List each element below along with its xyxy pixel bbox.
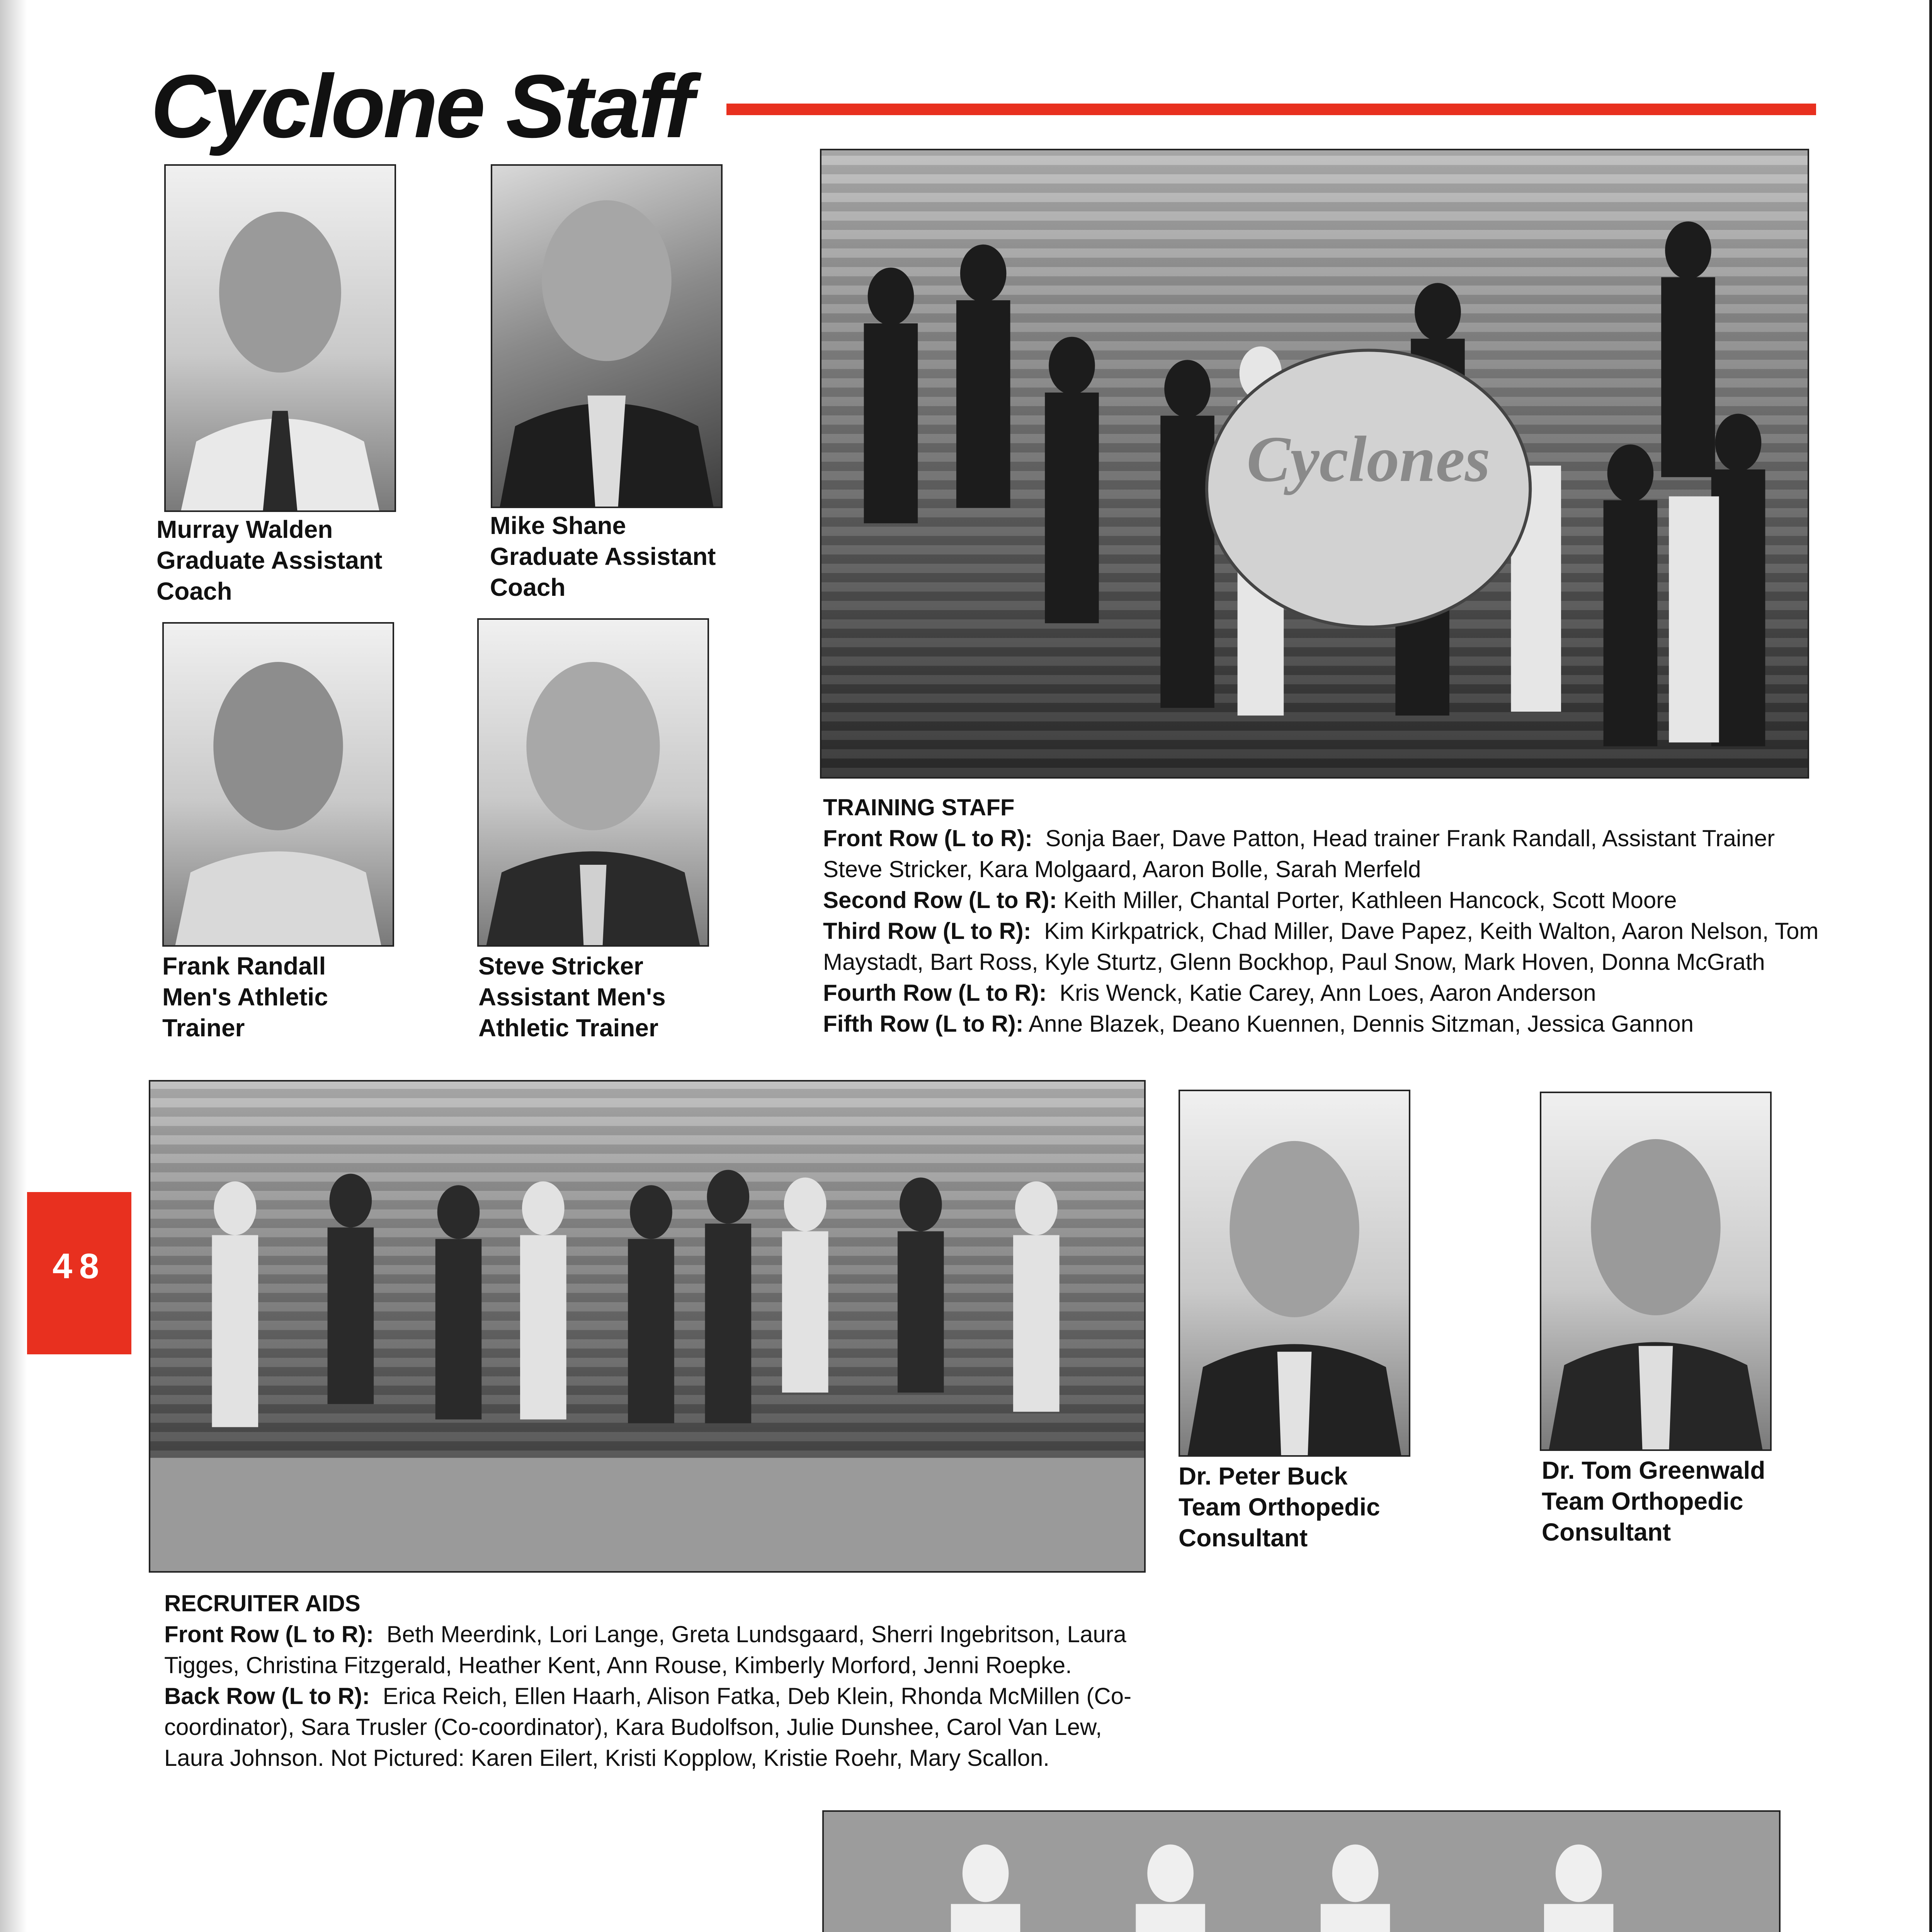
caption-name: Dr. Peter Buck [1179,1462,1348,1490]
caption-title: Graduate Assistant [490,543,716,570]
training-staff-row [823,1009,1828,1039]
caption-title: Team Orthopedic [1179,1493,1380,1521]
page-title: Cyclone Staff [151,56,692,156]
row-names: Kris Wenck, Katie Carey, Ann Loes, Aaron Anderson [1060,980,1596,1006]
recruiter-aids-photo [149,1080,1146,1573]
helmet-logo-text: Cyclones [1247,422,1490,495]
portrait-silhouette [166,166,395,510]
row-label: Back Row (L to R): [164,1683,370,1709]
portrait-steve-stricker [477,618,709,947]
row-names: Sonja Baer, Dave Patton, Head trainer Frank Randall, Assistant Trainer Steve Stricker, Kara Molgaard, Aaron Bolle, Sarah Merfeld [823,825,1775,882]
portrait-mike-shane [491,164,723,508]
portrait-frank-randall [162,622,394,947]
row-names: Kim Kirkpatrick, Chad Miller, Dave Papez, Keith Walton, Aaron Nelson, Tom Maystadt, Bart Ross, Kyle Sturtz, Glenn Bockhop, Paul Snow, Mark Hoven, Donna McGrath [823,918,1819,975]
row-names: Erica Reich, Ellen Haarh, Alison Fatka, Deb Klein, Rhonda McMillen (Co-coordinator), Sara Trusler (Co-coordinator), Kara Budolfson, Julie Dunshee, Carol Van Lew, Laura Johnson. Not Pictured: Karen Eilert, Kristi Kopplow, Kristie Roehr, Mary Scallon. [164,1683,1132,1771]
caption-title: Consultant [1542,1518,1671,1546]
training-staff-heading: TRAINING STAFF [823,794,1015,820]
recruiter-aids-caption [164,1588,1161,1774]
title-rule [726,104,1816,115]
caption-name: Murray Walden [156,515,333,543]
caption-title: Graduate Assistant [156,546,383,574]
row-label: Fourth Row (L to R): [823,980,1047,1006]
caption-murray-walden [156,514,382,607]
caption-peter-buck [1179,1461,1380,1553]
caption-name: Steve Stricker [478,952,643,980]
page-number: 48 [52,1247,106,1286]
caption-title: Coach [490,573,566,601]
row-names: Beth Meerdink, Lori Lange, Greta Lundsgaard, Sherri Ingebritson, Laura Tigges, Christina Fitzgerald, Heather Kent, Ann Rouse, Kimberly Morford, Jenni Roepke. [164,1621,1126,1678]
recruiter-aids-heading: RECRUITER AIDS [164,1590,361,1616]
caption-title: Men's Athletic [162,983,328,1011]
row-label: Front Row (L to R): [164,1621,374,1647]
page-left-edge [0,0,27,1932]
caption-name: Mike Shane [490,512,626,539]
training-staff-row [823,823,1828,885]
row-label: Second Row (L to R): [823,887,1057,913]
portrait-silhouette [492,166,721,507]
caption-title: Assistant Men's [478,983,666,1011]
caption-tom-greenwald [1542,1455,1765,1548]
training-staff-caption [823,792,1828,1039]
portrait-silhouette [164,624,393,945]
caption-title: Coach [156,577,232,605]
portrait-peter-buck [1179,1090,1410,1457]
training-staff-row [823,916,1828,978]
caption-steve-stricker [478,951,666,1043]
portrait-tom-greenwald [1540,1092,1772,1451]
portrait-silhouette [1541,1093,1770,1449]
caption-mike-shane [490,510,716,603]
row-names: Anne Blazek, Deano Kuennen, Dennis Sitzman, Jessica Gannon [1029,1011,1694,1037]
portrait-murray-walden [164,164,396,512]
caption-frank-randall [162,951,328,1043]
caption-title: Team Orthopedic [1542,1487,1743,1515]
caption-name: Frank Randall [162,952,326,980]
portrait-silhouette [479,620,707,945]
portrait-silhouette [1180,1091,1409,1455]
caption-title: Trainer [162,1014,245,1042]
training-staff-row [823,978,1828,1009]
football-managers-photo [822,1810,1781,1932]
recruiter-aids-row [164,1619,1161,1681]
training-staff-row [823,885,1828,916]
caption-title: Consultant [1179,1524,1308,1552]
row-label: Third Row (L to R): [823,918,1031,944]
row-label: Fifth Row (L to R): [823,1011,1024,1037]
page-number-tab [27,1192,131,1354]
recruiter-aids-row [164,1681,1161,1774]
group-silhouettes [821,150,1808,777]
group-silhouettes [150,1082,1144,1571]
caption-title: Athletic Trainer [478,1014,658,1042]
row-label: Front Row (L to R): [823,825,1033,851]
page-right-edge [1929,0,1932,1932]
caption-name: Dr. Tom Greenwald [1542,1456,1765,1484]
group-silhouettes [824,1812,1779,1932]
training-staff-photo [820,149,1809,779]
row-names: Keith Miller, Chantal Porter, Kathleen Hancock, Scott Moore [1063,887,1677,913]
